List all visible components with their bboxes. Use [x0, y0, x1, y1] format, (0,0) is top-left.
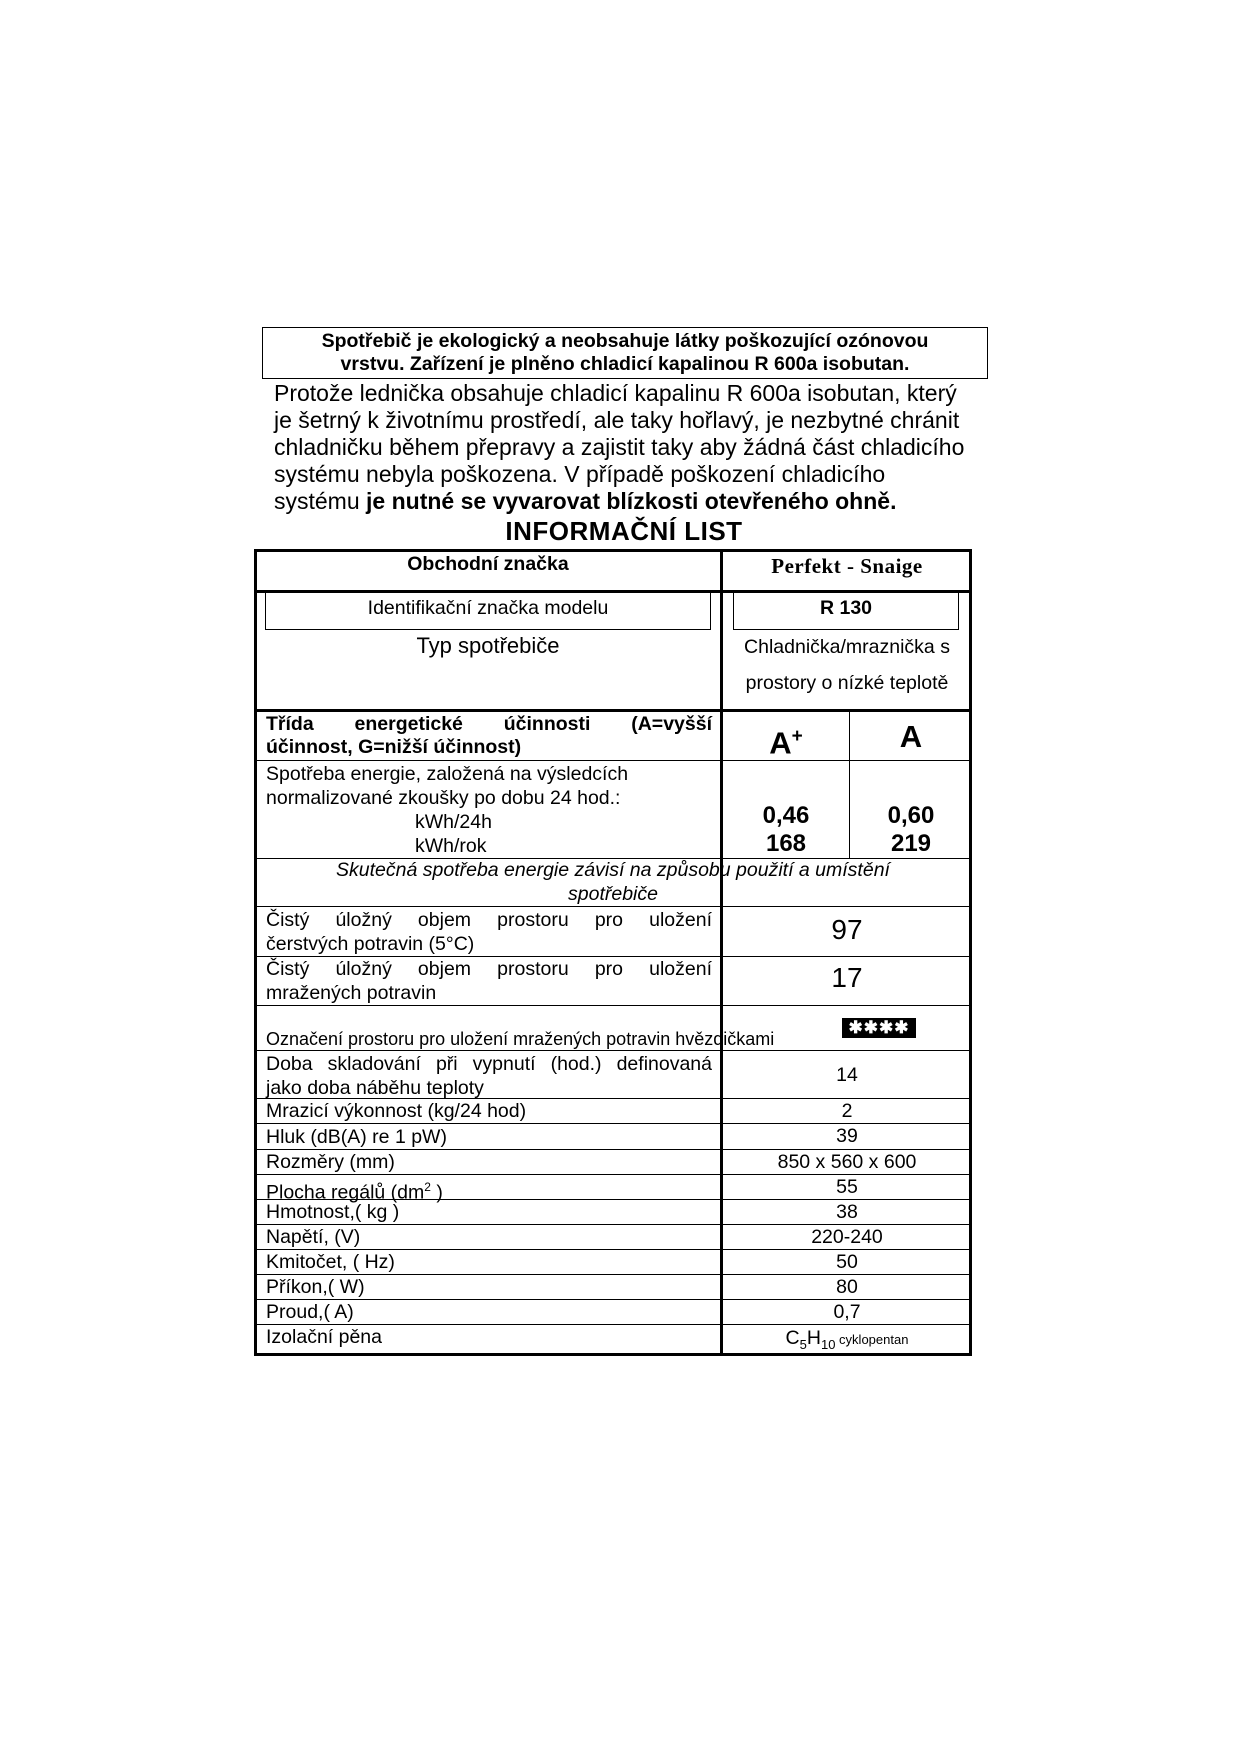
energy-class-label-line-2: účinnost, G=nižší účinnost): [266, 736, 522, 758]
warning-line-2: je šetrný k životnímu prostředí, ale taky hořlavý, je nezbytné chránit: [274, 407, 960, 433]
actual-consumption-note-line-1: Skutečná spotřeba energie závisí na způsobu použití a umístění: [336, 859, 890, 881]
type-label: Typ spotřebiče: [416, 633, 560, 658]
current-label: Proud,( A): [266, 1301, 354, 1323]
eco-notice-line-2: vrstvu. Zařízení je plněno chladicí kapalinou R 600a isobutan.: [340, 353, 910, 375]
insulation-label: Izolační pěna: [266, 1326, 383, 1348]
energy-class-a-base: A: [769, 725, 792, 761]
eco-notice-box: [262, 327, 988, 379]
voltage-value: 220-240: [811, 1226, 883, 1248]
insulation-value-h: H: [806, 1327, 821, 1349]
star-marking-label: Označení prostoru pro uložení mražených potravin hvězdičkami: [266, 1029, 775, 1049]
rule-class: [254, 760, 972, 761]
frozen-volume-label-line-1: Čistý úložný objem prostoru pro uložení: [266, 958, 712, 980]
consumption-year-a: 219: [890, 830, 932, 857]
frozen-volume-label-line-2: mražených potravin: [266, 982, 437, 1004]
consumption-day-a-plus: 0,46: [762, 802, 810, 829]
storage-time-label-line-1: Doba skladování při vypnutí (hod.) definovaná: [266, 1053, 712, 1075]
frequency-value: 50: [836, 1251, 858, 1273]
dimensions-label: Rozměry (mm): [266, 1151, 395, 1173]
shelf-area-label-text: Plocha regálů (dm: [266, 1181, 425, 1204]
table-main-divider: [720, 549, 723, 1356]
fresh-volume-label-line-2: čerstvých potravin (5°C): [266, 933, 475, 955]
consumption-year-a-plus: 168: [765, 830, 807, 857]
storage-time-label-line-2: jako doba náběhu teploty: [266, 1077, 484, 1099]
type-value-line-1: Chladnička/mraznička s: [744, 636, 950, 658]
table-class-divider: [849, 711, 850, 858]
flammability-warning: [274, 380, 994, 515]
frozen-volume-value: 17: [831, 962, 863, 993]
dimensions-value: 850 x 560 x 600: [777, 1151, 917, 1173]
noise-value: 39: [836, 1125, 858, 1147]
energy-class-a: A: [899, 719, 923, 754]
energy-class-label-line-1: Třída energetické účinnosti (A=vyšší: [266, 713, 712, 735]
freezing-capacity-label: Mrazicí výkonnost (kg/24 hod): [266, 1100, 527, 1122]
rule-frozen: [254, 1005, 972, 1006]
rule-note: [254, 906, 972, 907]
model-label: Identifikační značka modelu: [367, 597, 609, 619]
actual-consumption-note-line-2: spotřebiče: [568, 883, 658, 905]
consumption-unit-day: kWh/24h: [415, 811, 492, 833]
energy-class-a-sup: +: [791, 726, 803, 747]
brand-value: Perfekt - Snaige: [771, 554, 923, 578]
current-value: 0,7: [833, 1301, 861, 1323]
freezing-capacity-value: 2: [841, 1100, 853, 1122]
shelf-area-label-sup: 2: [424, 1180, 431, 1194]
insulation-value-sub-1: 5: [799, 1336, 807, 1352]
warning-line-5-start: systému: [274, 488, 367, 514]
warning-line-5: [274, 488, 994, 515]
document-title: INFORMAČNÍ LIST: [505, 516, 743, 546]
consumption-label-line-1: Spotřeba energie, založená na výsledcích: [266, 763, 629, 785]
power-label: Příkon,( W): [266, 1276, 365, 1298]
insulation-value-sub-2: 10: [820, 1336, 836, 1352]
warning-line-3: chladničku během přepravy a zajistit taky aby žádná část chladicího: [274, 434, 965, 460]
warning-line-4: systému nebyla poškozena. V případě poškození chladicího: [274, 461, 886, 487]
eco-notice-line-1: Spotřebič je ekologický a neobsahuje látky poškozující ozónovou: [321, 330, 929, 352]
four-star-freezer-icon: ✱✱✱✱: [842, 1018, 916, 1038]
model-value: R 130: [819, 597, 873, 619]
warning-line-5-bold: je nutné se vyvarovat blízkosti otevřeného ohně.: [366, 488, 897, 514]
weight-label: Hmotnost,( kg ): [266, 1201, 400, 1223]
power-value: 80: [836, 1276, 858, 1298]
consumption-label-line-2: normalizované zkoušky po dobu 24 hod.:: [266, 787, 621, 809]
fresh-volume-value: 97: [831, 914, 863, 945]
brand-label: Obchodní značka: [407, 553, 569, 575]
energy-class-a-plus: [724, 719, 848, 761]
insulation-value-tail: cyklopentan: [835, 1332, 909, 1347]
consumption-day-a: 0,60: [887, 802, 935, 829]
insulation-value-c: C: [785, 1327, 800, 1349]
fresh-volume-label-line-1: Čistý úložný objem prostoru pro uložení: [266, 909, 712, 931]
consumption-unit-year: kWh/rok: [415, 835, 487, 857]
warning-line-1: Protože lednička obsahuje chladicí kapalinu R 600a isobutan, který: [274, 380, 957, 406]
shelf-area-value: 55: [836, 1176, 858, 1198]
frequency-label: Kmitočet, ( Hz): [266, 1251, 395, 1273]
storage-time-value: 14: [836, 1064, 858, 1086]
insulation-value: [724, 1326, 970, 1357]
voltage-label: Napětí, (V): [266, 1226, 361, 1248]
type-value-line-2: prostory o nízké teplotě: [745, 672, 949, 694]
shelf-area-label-end: ): [430, 1181, 443, 1204]
weight-value: 38: [836, 1201, 858, 1223]
noise-label: Hluk (dB(A) re 1 pW): [266, 1126, 447, 1148]
